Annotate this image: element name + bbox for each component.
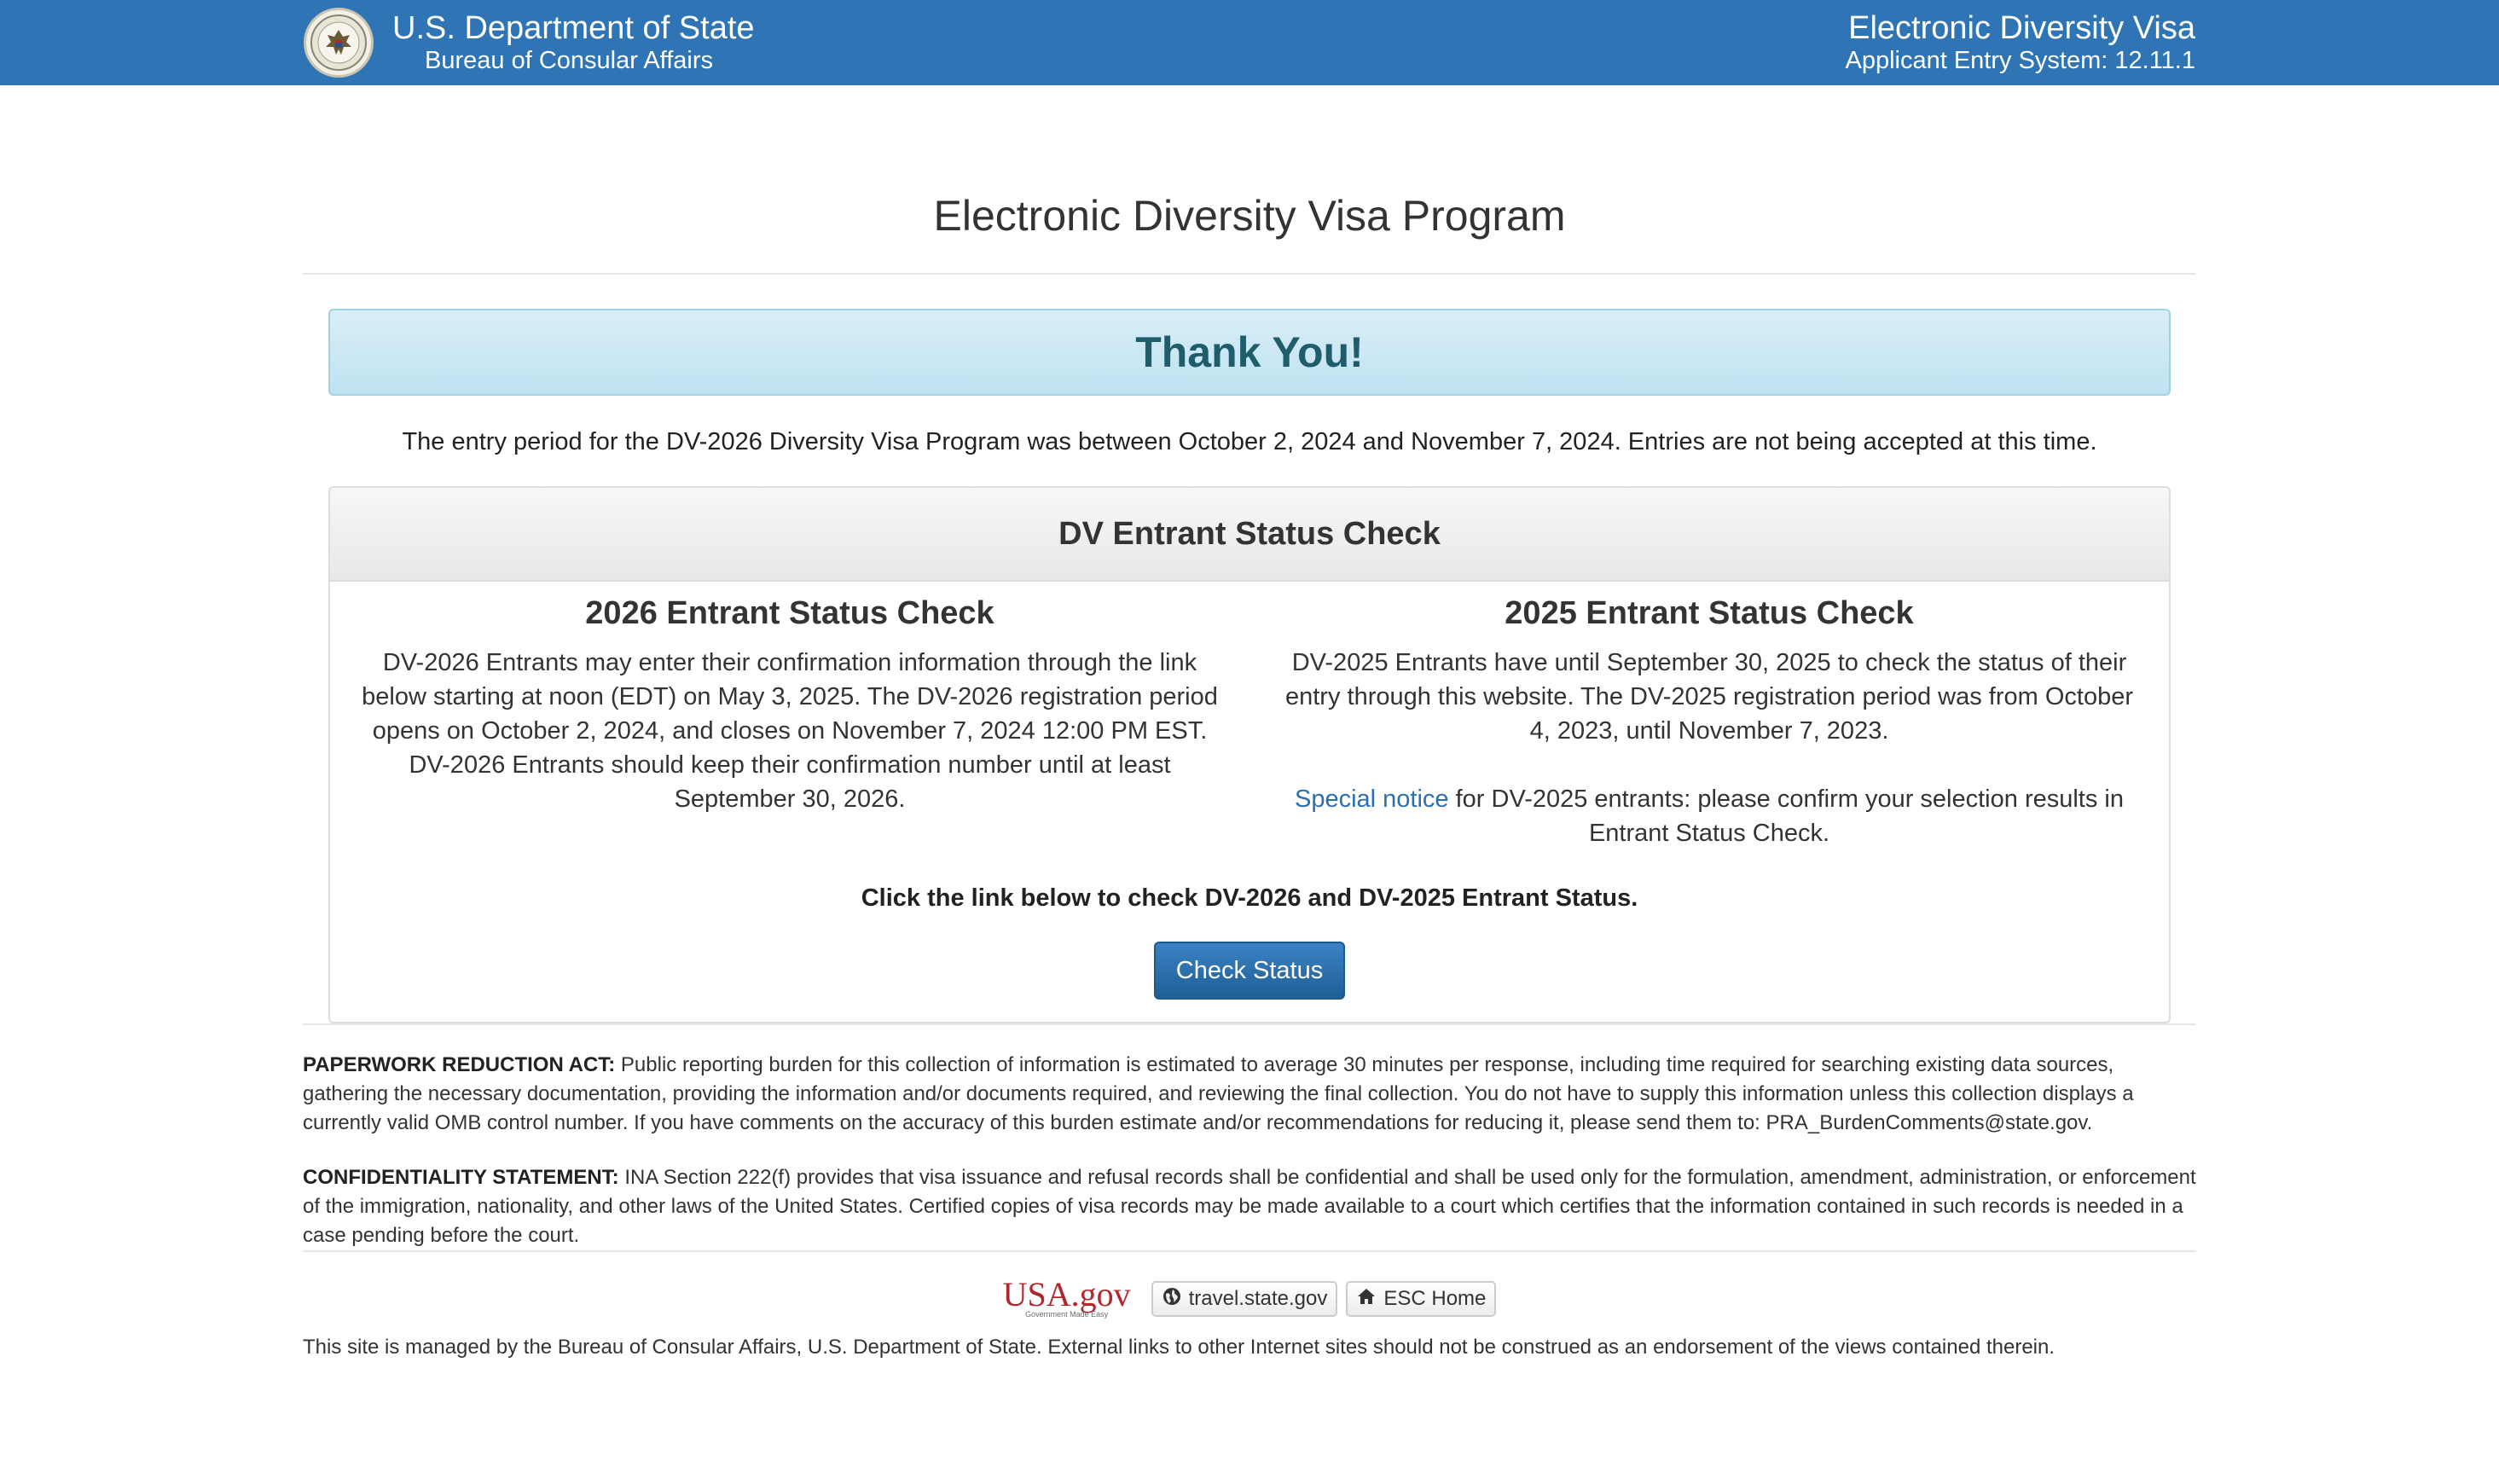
confidentiality-notice — [303, 1163, 2196, 1250]
footer-divider-2 — [303, 1250, 2196, 1252]
header-brand — [304, 8, 755, 78]
system-title: Electronic Diversity Visa — [1848, 10, 2195, 46]
special-notice-paragraph — [1273, 782, 2145, 850]
travel-link-label: travel.state.gov — [1188, 1287, 1328, 1310]
paperwork-reduction-notice — [303, 1051, 2196, 1138]
system-version: Applicant Entry System: 12.11.1 — [1845, 47, 2195, 74]
divider — [303, 273, 2196, 275]
entry-period-text: The entry period for the DV-2026 Diversity Visa Program was between October 2, 2024 and November 7, 2024. Entries are not being accepted at this time. — [402, 428, 2097, 455]
esc-home-link[interactable] — [1346, 1281, 1496, 1317]
special-notice-text: for DV-2025 entrants: please confirm your selection results in Entrant Status Check. — [1448, 785, 2124, 847]
site-header — [0, 0, 2499, 85]
thank-you-alert: Thank You! — [328, 309, 2171, 396]
main-content — [303, 85, 2196, 1361]
confidentiality-label: CONFIDENTIALITY STATEMENT: — [303, 1166, 619, 1189]
entrant-2025-column — [1250, 582, 2169, 850]
paperwork-label: PAPERWORK REDUCTION ACT: — [303, 1053, 616, 1076]
esc-home-label: ESC Home — [1383, 1287, 1487, 1310]
entrant-2026-title: 2026 Entrant Status Check — [585, 595, 994, 631]
footer-divider — [303, 1023, 2196, 1025]
system-info — [1845, 10, 2195, 75]
paperwork-text: Public reporting burden for this collection of information is estimated to average 30 minutes per response, including time required for searching existing data sources, gathering the necessary documentation, providing the information and/or documents required, and reviewing the final collection. You do not have to supply this information unless this collection displays a currently valid OMB control number. If you have comments on the accuracy of this burden estimate and/or recommendations for reducing it, please send them to: PRA_BurdenComments@state.gov. — [303, 1053, 2134, 1134]
bureau-subtitle: Bureau of Consular Affairs — [425, 47, 713, 74]
entrant-2026-column — [330, 582, 1250, 850]
department-title: U.S. Department of State — [392, 10, 755, 46]
check-instruction-text: Click the link below to check DV-2026 and DV-2025 Entrant Status. — [861, 884, 1638, 912]
check-status-button[interactable]: Check Status — [1154, 942, 1345, 1000]
confidentiality-text: INA Section 222(f) provides that visa issuance and refusal records shall be confidential and shall be used only for the formulation, amendment, administration, or enforcement of the immigration, nationality, and other laws of the United States. Certified copies of visa records may be made available to a court which certifies that the information contained in such records is needed in a case pending before the court. — [303, 1166, 2196, 1247]
globe-icon — [1162, 1286, 1182, 1313]
entrant-2025-title: 2025 Entrant Status Check — [1505, 595, 1914, 631]
panel-heading: DV Entrant Status Check — [330, 488, 2169, 582]
state-department-seal-icon — [304, 8, 374, 78]
usagov-logo-suffix: .gov — [1070, 1275, 1131, 1313]
page-title: Electronic Diversity Visa Program — [933, 192, 1566, 240]
usagov-logo[interactable] — [1002, 1275, 1131, 1319]
special-notice-link[interactable]: Special notice — [1294, 785, 1449, 813]
home-icon — [1356, 1286, 1377, 1313]
travel-state-gov-link[interactable] — [1151, 1281, 1338, 1317]
entrant-2026-text: DV-2026 Entrants may enter their confirmation information through the link below starting at noon (EDT) on May 3, 2025. The DV-2026 registration period opens on October 2, 2024, and closes on November 7, 2024 12:00 PM EST. DV-2026 Entrants should keep their confirmation number until at least September 30, 2026. — [362, 649, 1218, 813]
status-check-panel — [328, 486, 2171, 1023]
site-managed-disclaimer: This site is managed by the Bureau of Consular Affairs, U.S. Department of State. External links to other Internet sites should not be construed as an endorsement of the views contained therein. — [303, 1336, 2055, 1359]
usagov-tagline: Government Made Easy — [1025, 1310, 1109, 1319]
entrant-2025-text: DV-2025 Entrants have until September 30, 2025 to check the status of their entry through this website. The DV-2025 registration period was from October 4, 2023, until November 7, 2023. — [1284, 649, 2133, 745]
usagov-logo-main: USA — [1002, 1275, 1071, 1313]
footer-links — [303, 1275, 2196, 1319]
